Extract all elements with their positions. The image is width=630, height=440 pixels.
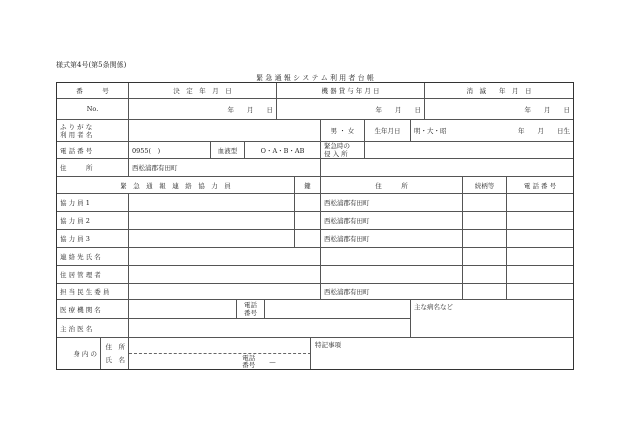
relatives-sub-labels (101, 338, 129, 369)
ledger-form (56, 82, 574, 370)
row-welfare (57, 284, 573, 300)
row-relatives (57, 338, 573, 369)
medical-label: 医 療 機 関 名 (57, 300, 129, 319)
entry-point-label (321, 142, 365, 158)
welfare-phone-field[interactable] (507, 284, 573, 299)
contact-name-field[interactable] (129, 248, 321, 265)
form-title: 緊 急 通 報 シ ス テ ム 利 用 者 台 帳 (256, 74, 374, 82)
row-coop-3 (57, 230, 573, 248)
relatives-phone-label-1: 電話 (242, 354, 256, 362)
welfare-relation-field[interactable] (463, 284, 507, 299)
doctor-name-field[interactable] (129, 319, 411, 337)
relatives-phone-label (242, 355, 255, 369)
manager-address-field[interactable] (321, 266, 463, 283)
row-dates-header (57, 83, 573, 99)
row-dates-values (57, 99, 573, 120)
coop-2-address-field[interactable]: 西松浦郡有田町 (321, 212, 463, 229)
coop-1-label: 協 力 員 1 (57, 194, 129, 211)
removed-date-cell[interactable]: 年 月 日 (524, 105, 570, 114)
doctor-label: 主 治 医 名 (57, 319, 129, 337)
coop-3-relation-field[interactable] (463, 230, 507, 247)
user-name-label (57, 120, 129, 141)
row-coop-2 (57, 212, 573, 230)
row-coop-1 (57, 194, 573, 212)
coop-3-phone-field[interactable] (507, 230, 573, 247)
form-number-label: 様式第4号(第5条関係) (56, 61, 127, 69)
contact-relation-field[interactable] (463, 248, 507, 265)
number-cell[interactable]: No. (57, 99, 129, 119)
furigana-label: ふ り が な (60, 122, 93, 131)
notes-field[interactable] (311, 338, 573, 369)
coop-2-key-field[interactable] (295, 212, 321, 229)
relatives-address-label: 住 所 (105, 342, 125, 351)
row-contact (57, 248, 573, 266)
entry-label-line1: 緊急時の (324, 142, 350, 150)
lent-date-header: 機 器 貸 与 年 月 日 (277, 83, 425, 98)
coop-3-name-field[interactable] (129, 230, 295, 247)
disease-label: 主な病名など (414, 303, 453, 311)
relatives-name-label: 氏 名 (105, 355, 125, 364)
decided-date-cell[interactable]: 年 月 日 (129, 99, 277, 119)
phone-label: 電 話 番 号 (57, 142, 129, 158)
manager-label: 住 居 管 理 者 (57, 266, 129, 283)
welfare-label: 担 当 民 生 委 員 (57, 284, 129, 299)
coop-2-name-field[interactable] (129, 212, 295, 229)
medical-phone-field[interactable] (265, 300, 411, 319)
address-label: 住 所 (57, 159, 129, 176)
birthdate-label: 生年月日 (365, 120, 411, 141)
medical-phone-label (237, 300, 265, 319)
row-coop-header (57, 177, 573, 194)
entry-point-field-cont[interactable] (321, 159, 573, 176)
address-field[interactable]: 西松浦郡有田町 (129, 159, 321, 176)
medical-phone-label-1: 電話 (244, 301, 257, 309)
key-header: 鍵 (295, 177, 321, 193)
manager-phone-field[interactable] (507, 266, 573, 283)
lent-date-cell[interactable]: 年 月 日 (277, 99, 425, 119)
relatives-phone-separator: — (269, 357, 276, 366)
contact-phone-field[interactable] (507, 248, 573, 265)
relatives-phone (207, 354, 311, 369)
relatives-phone-label-2: 番号 (242, 360, 256, 369)
row-manager (57, 266, 573, 284)
entry-label-line2: 侵 入 所 (324, 150, 348, 158)
coop-phone-header: 電 話 番 号 (523, 181, 557, 190)
phone-field[interactable]: 0955( ) (129, 142, 211, 158)
coop-3-label: 協 力 員 3 (57, 230, 129, 247)
coop-2-label: 協 力 員 2 (57, 212, 129, 229)
blood-type-label: 血液型 (211, 142, 245, 158)
welfare-name-field[interactable] (129, 284, 321, 299)
user-name-field[interactable] (129, 120, 321, 141)
coop-header: 緊 急 通 報 連 絡 協 力 員 (57, 177, 295, 193)
row-phone (57, 142, 573, 159)
coop-1-key-field[interactable] (295, 194, 321, 211)
notes-label: 特記事項 (315, 341, 341, 349)
medical-phone-label-2: 番号 (244, 309, 257, 317)
user-name-label-text: 利 用 者 名 (60, 130, 93, 139)
coop-2-phone-field[interactable] (507, 212, 573, 229)
birthdate-ymd: 年 月 日生 (518, 127, 570, 135)
relation-header: 続柄等 (463, 177, 507, 193)
coop-2-relation-field[interactable] (463, 212, 507, 229)
blood-type-field[interactable]: O・A・B・AB (245, 142, 321, 158)
contact-address-field[interactable] (321, 248, 463, 265)
era-options: 明・大・昭 (414, 127, 447, 135)
manager-relation-field[interactable] (463, 266, 507, 283)
coop-1-address-field[interactable]: 西松浦郡有田町 (321, 194, 463, 211)
coop-3-address-field[interactable]: 西松浦郡有田町 (321, 230, 463, 247)
coop-1-phone-field[interactable] (507, 194, 573, 211)
contact-label: 連 絡 先 氏 名 (57, 248, 129, 265)
coop-1-relation-field[interactable] (463, 194, 507, 211)
welfare-address-field[interactable]: 西松浦郡有田町 (321, 284, 463, 299)
birthdate-field[interactable] (411, 120, 573, 141)
manager-name-field[interactable] (129, 266, 321, 283)
decided-date-header: 決 定 年 月 日 (129, 83, 277, 98)
relatives-label: 身 内 の (57, 338, 101, 369)
entry-point-field[interactable] (365, 142, 573, 158)
removed-date-header: 消 滅 年 月 日 (466, 87, 532, 95)
medical-name-field[interactable] (129, 300, 237, 319)
sex-field[interactable]: 男 ・ 女 (321, 120, 365, 141)
row-doctor (57, 319, 573, 338)
coop-1-name-field[interactable] (129, 194, 295, 211)
coop-3-key-field[interactable] (295, 230, 321, 247)
coop-address-header: 住 所 (321, 177, 463, 193)
row-medical (57, 300, 573, 319)
number-header: 番 号 (57, 83, 129, 98)
row-address (57, 159, 573, 177)
row-user-name (57, 120, 573, 142)
